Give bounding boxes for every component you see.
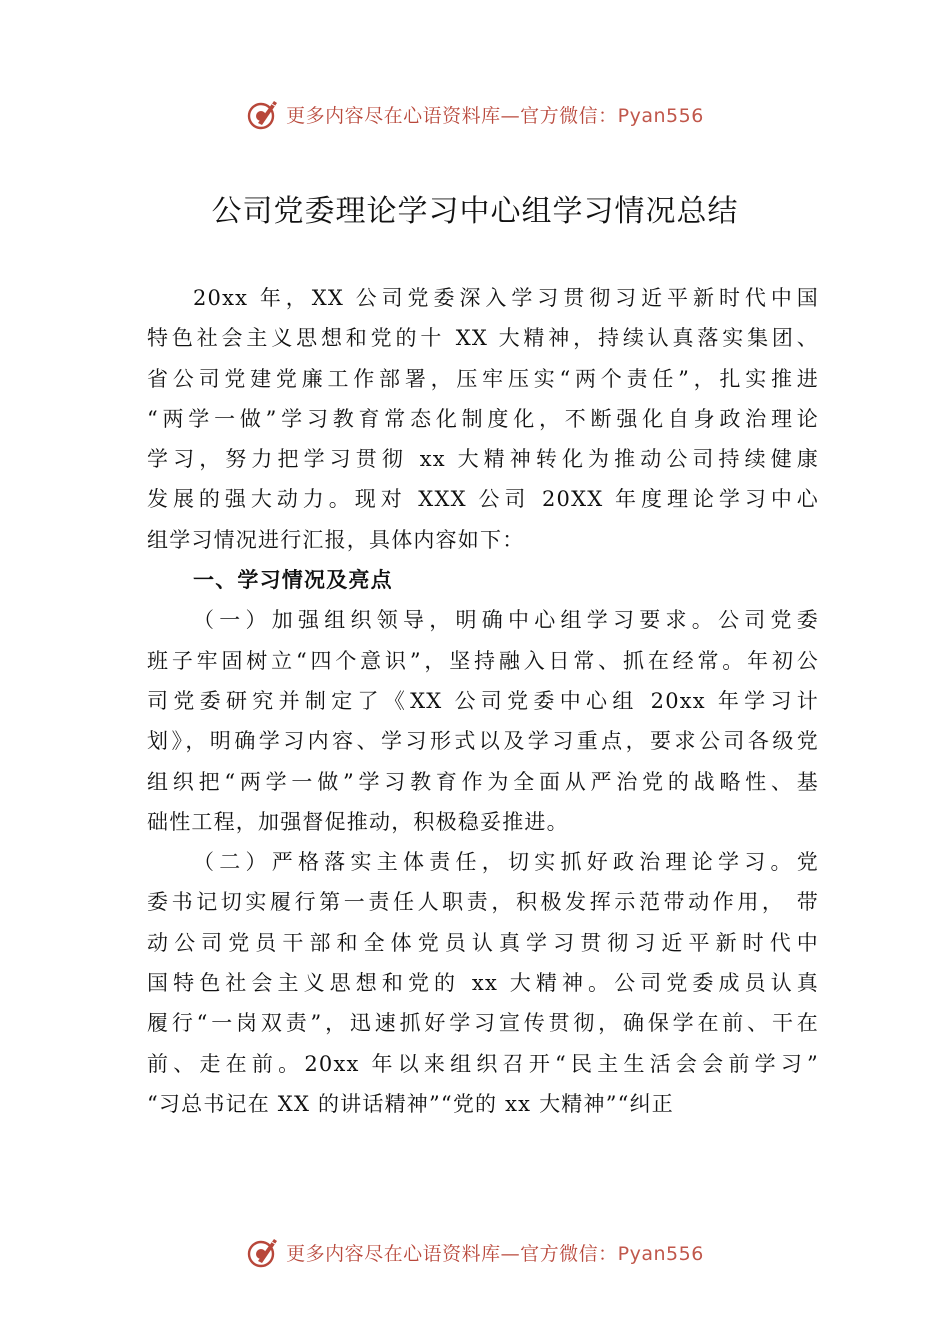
- paragraph-line: 划》，明确学习内容、学习形式以及学习重点，要求公司各级党: [147, 729, 819, 754]
- paragraph-line: 学习，努力把学习贯彻 xx 大精神转化为推动公司持续健康: [147, 447, 819, 472]
- paragraph-line: 国特色社会主义思想和党的 xx 大精神。公司党委成员认真: [147, 971, 819, 996]
- header-banner: [0, 94, 950, 134]
- pen-logo-icon: [246, 97, 280, 131]
- paragraph-line: 班子牢固树立“四个意识”，坚持融入日常、抓在经常。年初公: [147, 648, 819, 673]
- paragraph-line: 司党委研究并制定了《XX 公司党委中心组 20xx 年学习计: [147, 688, 819, 713]
- paragraph-line: 履行“一岗双责”，迅速抓好学习宣传贯彻，确保学在前、干在: [147, 1011, 819, 1036]
- paragraph-line: 组织把“两学一做”学习教育作为全面从严治党的战略性、基: [147, 769, 819, 794]
- paragraph-line: （二）严格落实主体责任，切实抓好政治理论学习。党: [193, 850, 819, 875]
- pen-logo-icon: [246, 1235, 280, 1269]
- paragraph-line: 省公司党建党廉工作部署，压牢压实“两个责任”，扎实推进: [147, 366, 819, 391]
- paragraph-line: “习总书记在 XX 的讲话精神”“党的 xx 大精神”“纠正: [147, 1091, 674, 1116]
- banner-text: 更多内容尽在心语资料库—官方微信：Pyan556: [286, 1242, 704, 1265]
- paragraph-line: 础性工程，加强督促推动，积极稳妥推进。: [147, 809, 569, 834]
- banner-handle: Pyan556: [617, 104, 704, 127]
- banner-handle: Pyan556: [617, 1242, 704, 1265]
- banner-text: 更多内容尽在心语资料库—官方微信：Pyan556: [286, 104, 704, 127]
- paragraph-line: 20xx 年，XX 公司党委深入学习贯彻习近平新时代中国: [193, 286, 819, 310]
- footer-banner: [0, 1232, 950, 1272]
- paragraph-line: 前、走在前。20xx 年以来组织召开“民主生活会会前学习”: [147, 1051, 819, 1076]
- paragraph-line: 发展的强大动力。现对 XXX 公司 20XX 年度理论学习中心: [147, 487, 819, 512]
- document-body: [147, 278, 819, 1124]
- document-title: 公司党委理论学习中心组学习情况总结: [211, 194, 739, 229]
- paragraph-line: 组学习情况进行汇报，具体内容如下：: [147, 527, 525, 552]
- section-heading: 一、学习情况及亮点: [193, 568, 393, 593]
- paragraph-line: 特色社会主义思想和党的十 XX 大精神，持续认真落实集团、: [147, 326, 819, 351]
- paragraph-line: “两学一做”学习教育常态化制度化，不断强化自身政治理论: [147, 406, 819, 431]
- paragraph-line: 委书记切实履行第一责任人职责，积极发挥示范带动作用， 带: [147, 890, 819, 915]
- paragraph-line: （一）加强组织领导，明确中心组学习要求。公司党委: [193, 608, 819, 633]
- paragraph-line: 动公司党员干部和全体党员认真学习贯彻习近平新时代中: [147, 930, 819, 955]
